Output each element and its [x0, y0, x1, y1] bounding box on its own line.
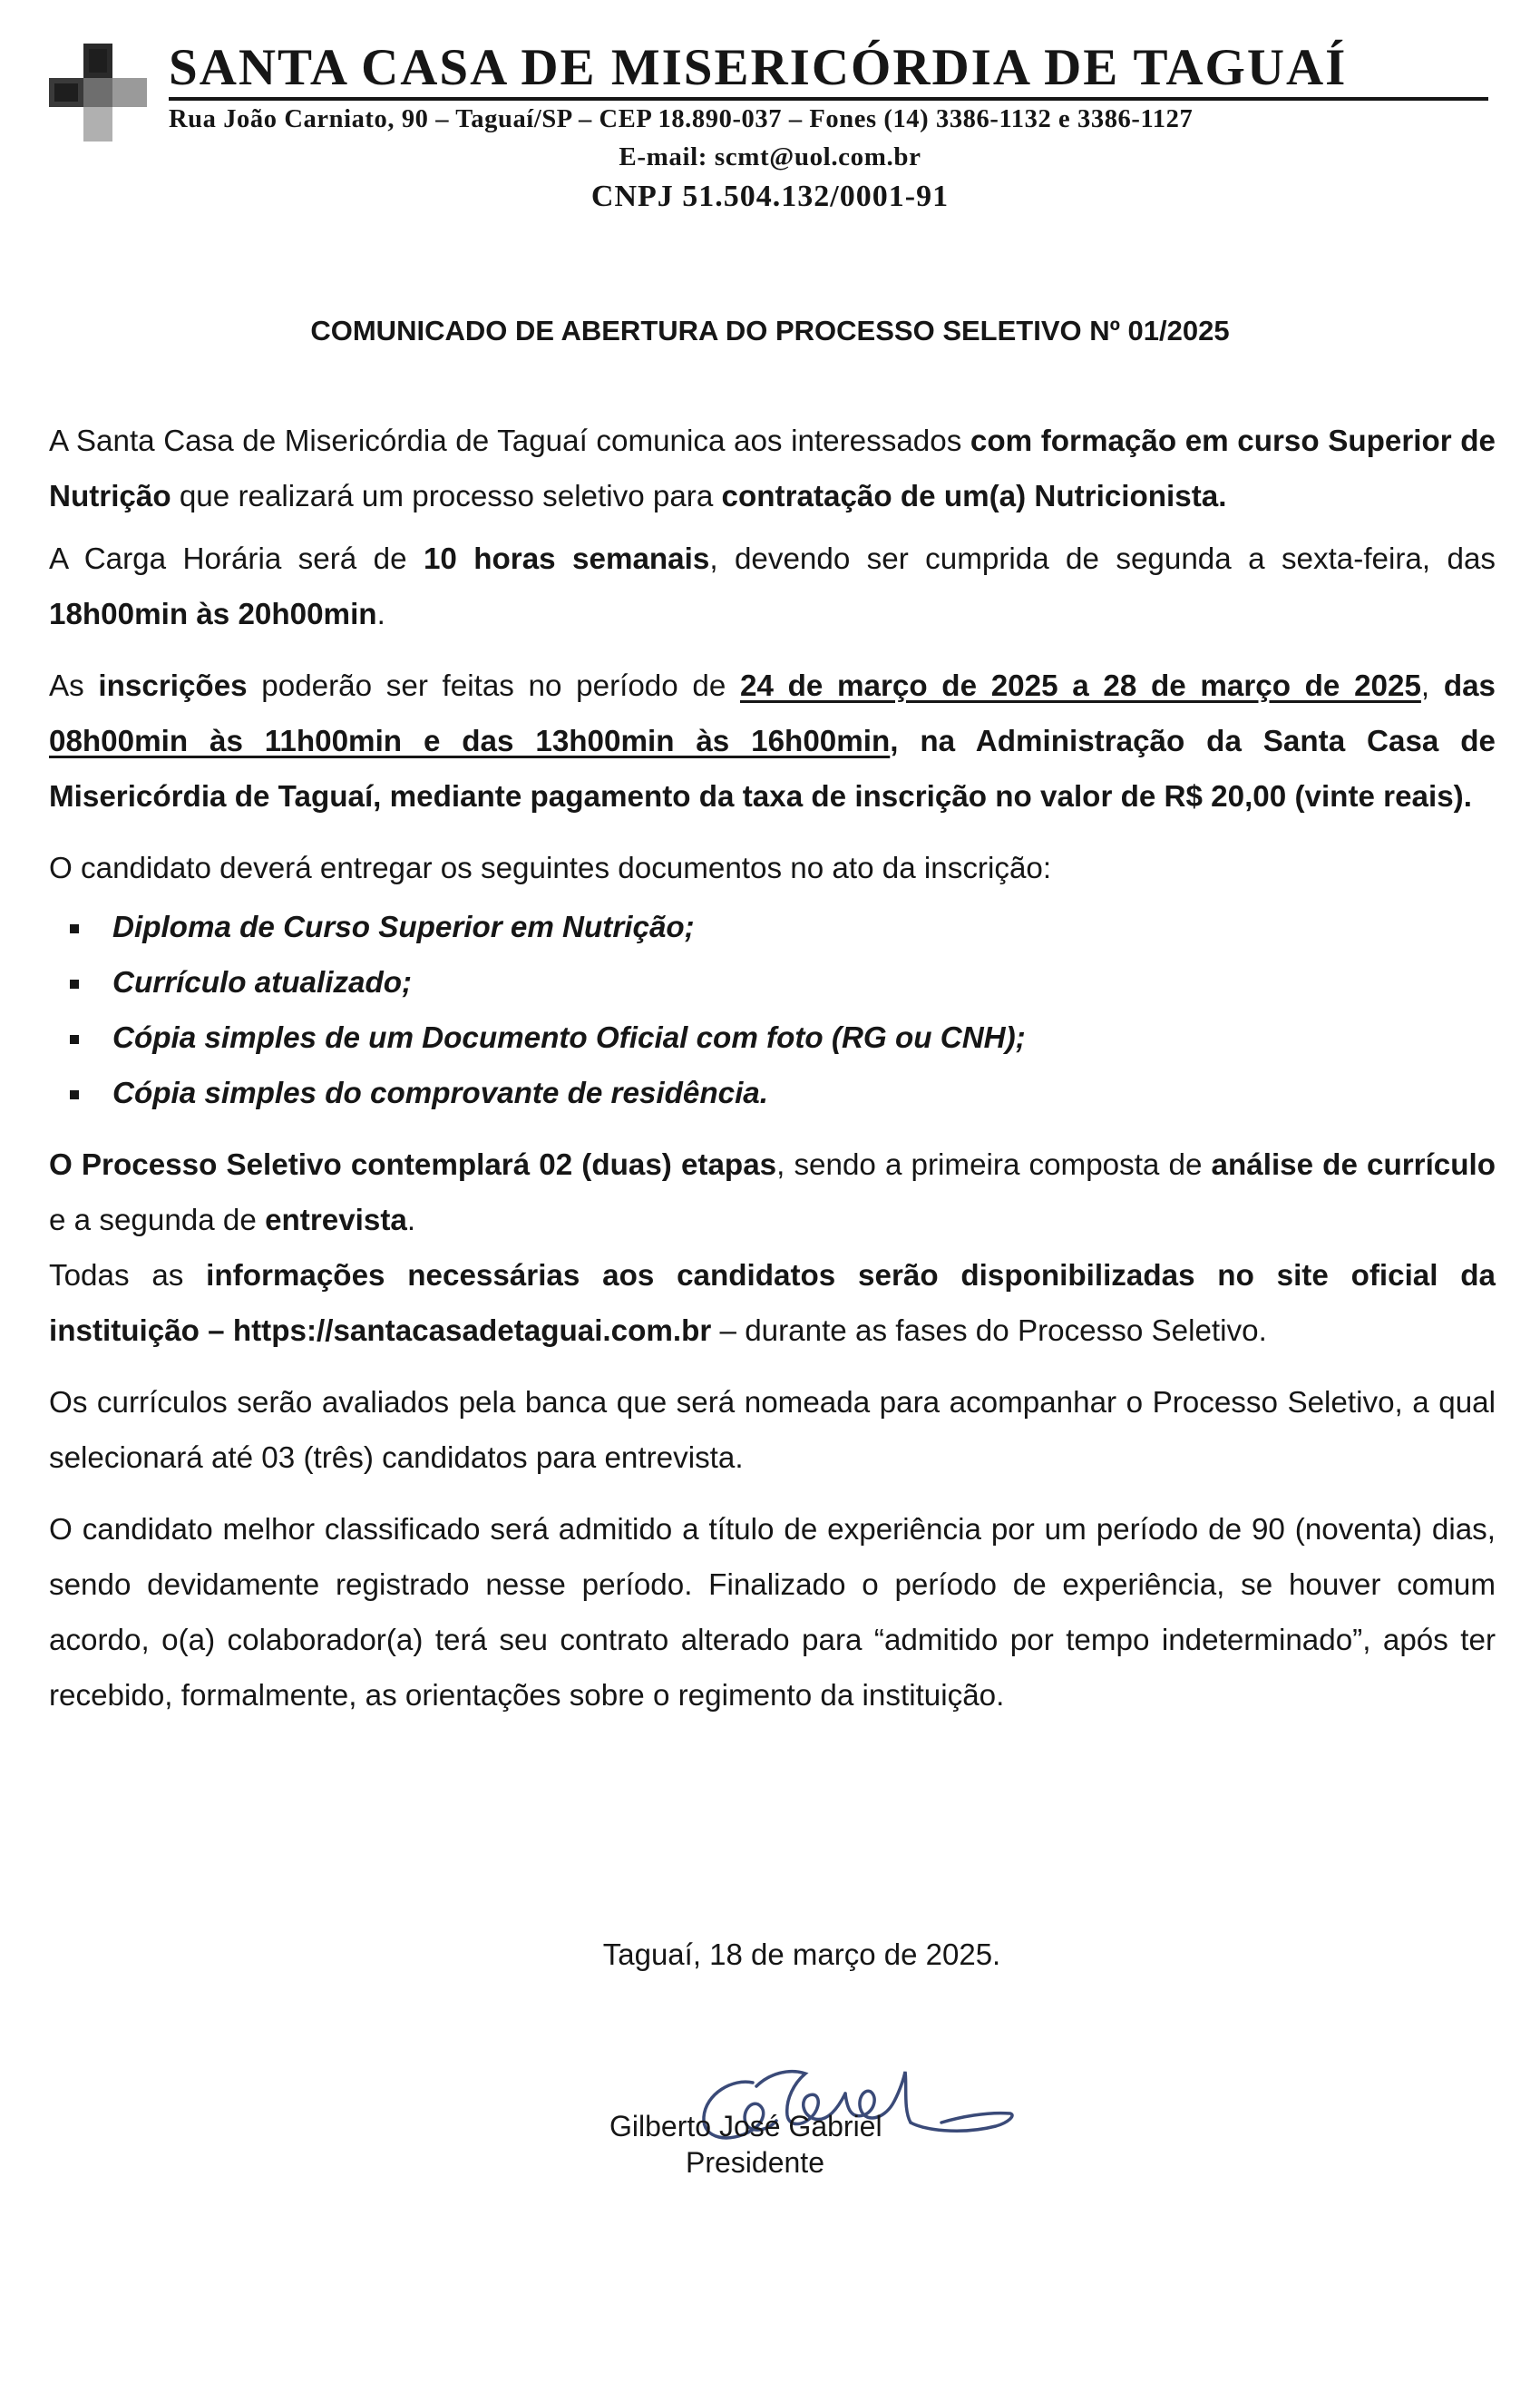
institution-name: SANTA CASA DE MISERICÓRDIA DE TAGUAÍ	[169, 39, 1348, 96]
handwritten-signature	[669, 2028, 1023, 2164]
list-item: Currículo atualizado;	[49, 955, 1496, 1010]
paragraph-stages: O Processo Seletivo contemplará 02 (duas) etapas, sendo a primeira composta de análise de currículo e a segunda de entrevista.	[49, 1148, 1496, 1237]
red-cross-style-logo-icon	[49, 44, 147, 142]
document-title: COMUNICADO DE ABERTURA DO PROCESSO SELETIVO Nº 01/2025	[310, 315, 1230, 346]
paragraph-evaluation: Os currículos serão avaliados pela banca que será nomeada para acompanhar o Processo Seletivo, a qual selecionará até 03 (três) candidatos para entrevista.	[49, 1386, 1496, 1475]
institution-cnpj: CNPJ 51.504.132/0001-91	[590, 180, 950, 213]
documents-intro: O candidato deverá entregar os seguintes documentos no ato da inscrição:	[49, 852, 1052, 885]
signatory-name: Gilberto José Gabriel	[609, 2110, 882, 2142]
bullet-icon	[70, 1090, 79, 1099]
paragraph-website: Todas as informações necessárias aos candidatos serão disponibilizadas no site oficial da instituição – https://santacasadetaguai.com.br – durante as fases do Processo Seletivo.	[49, 1259, 1496, 1348]
list-item: Diploma de Curso Superior em Nutrição;	[49, 900, 1496, 955]
documents-list	[49, 900, 1496, 1121]
document-body	[49, 414, 1496, 1723]
signatory-role: Presidente	[686, 2146, 824, 2179]
bullet-icon	[70, 980, 79, 989]
bullet-icon	[70, 1035, 79, 1044]
institution-email: E-mail: scmt@uol.com.br	[619, 142, 921, 171]
date-line: Taguaí, 18 de março de 2025.	[602, 1937, 1001, 1971]
list-item: Cópia simples do comprovante de residência.	[49, 1066, 1496, 1121]
letterhead-rule	[169, 97, 1488, 101]
paragraph-announcement: A Santa Casa de Misericórdia de Taguaí comunica aos interessados com formação em curso Superior de Nutrição que realizará um processo seletivo para contratação de um(a) Nutricionista.	[49, 425, 1496, 513]
institution-address: Rua João Carniato, 90 – Taguaí/SP – CEP 18.890-037 – Fones (14) 3386-1132 e 3386-1127	[169, 105, 1194, 133]
paragraph-workload: A Carga Horária será de 10 horas semanais, devendo ser cumprida de segunda a sexta-feira, das 18h00min às 20h00min.	[49, 542, 1496, 631]
paragraph-registration: As inscrições poderão ser feitas no período de 24 de março de 2025 a 28 de março de 2025, das 08h00min às 11h00min e das 13h00min às 16h00min, na Administração da Santa Casa de Misericórdia de Taguaí, mediante pagamento da taxa de inscrição no valor de R$ 20,00 (vinte reais).	[49, 669, 1496, 814]
bullet-icon	[70, 924, 79, 933]
list-item: Cópia simples de um Documento Oficial com foto (RG ou CNH);	[49, 1010, 1496, 1066]
paragraph-admission: O candidato melhor classificado será admitido a título de experiência por um período de 90 (noventa) dias, sendo devidamente registrado nesse período. Finalizado o período de experiência, se houver comum acordo, o(a) colaborador(a) terá seu contrato alterado para “admitido por tempo indeterminado”, após ter recebido, formalmente, as orientações sobre o regimento da instituição.	[49, 1513, 1496, 1713]
